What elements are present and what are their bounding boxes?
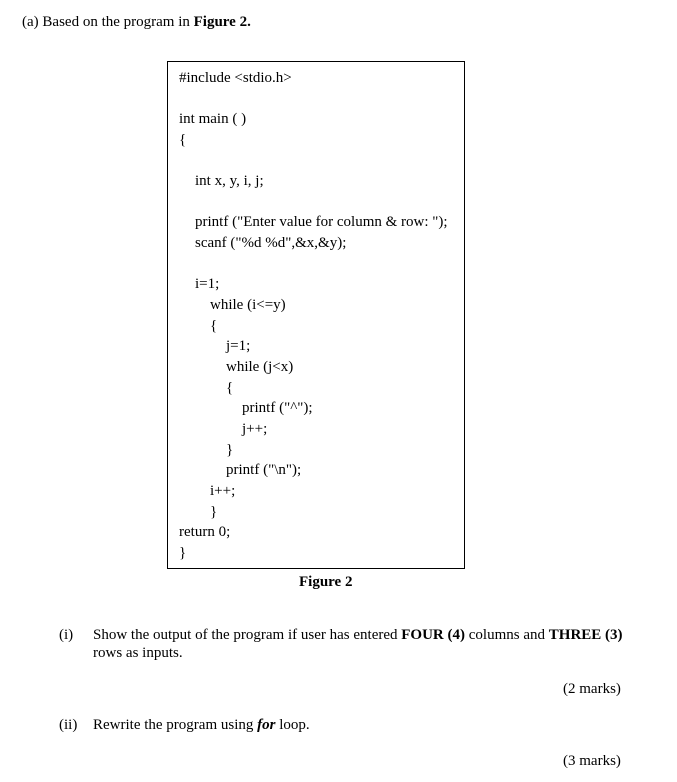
subquestion-label: (ii) [59, 717, 78, 733]
code-line: j=1; [226, 338, 251, 354]
marks-label: (3 marks) [563, 753, 621, 769]
code-line: { [226, 380, 234, 396]
question-figure-ref: Figure 2. [193, 14, 251, 30]
subquestion-text: Rewrite the program using for loop. [93, 717, 310, 733]
code-line: return 0; [179, 524, 231, 540]
code-line: while (i<=y) [210, 297, 286, 313]
code-line: while (j<x) [226, 359, 294, 375]
figure-caption: Figure 2 [299, 574, 353, 590]
code-line: int main ( ) [179, 111, 247, 127]
code-line: printf ("Enter value for column & row: "); [195, 214, 448, 230]
question-header [22, 13, 251, 31]
code-line: } [179, 545, 187, 561]
code-line: } [226, 442, 234, 458]
subquestion-text: Show the output of the program if user has entered FOUR (4) columns and THREE (3) rows as inputs. [93, 627, 623, 661]
code-line: { [210, 318, 218, 334]
code-line: #include <stdio.h> [179, 70, 292, 86]
code-line: } [210, 504, 218, 520]
question-text: Based on the program in [42, 14, 190, 30]
code-line: i++; [210, 483, 236, 499]
code-line: scanf ("%d %d",&x,&y); [195, 235, 347, 251]
subquestion-label: (i) [59, 627, 74, 643]
question-label: (a) [22, 14, 39, 30]
code-figure-box [167, 61, 465, 569]
code-line: printf ("^"); [242, 400, 313, 416]
marks-label: (2 marks) [563, 681, 621, 697]
code-line: i=1; [195, 276, 220, 292]
code-line: int x, y, i, j; [195, 173, 264, 189]
code-line: { [179, 132, 187, 148]
code-line: printf ("\n"); [226, 462, 302, 478]
code-line: j++; [242, 421, 268, 437]
